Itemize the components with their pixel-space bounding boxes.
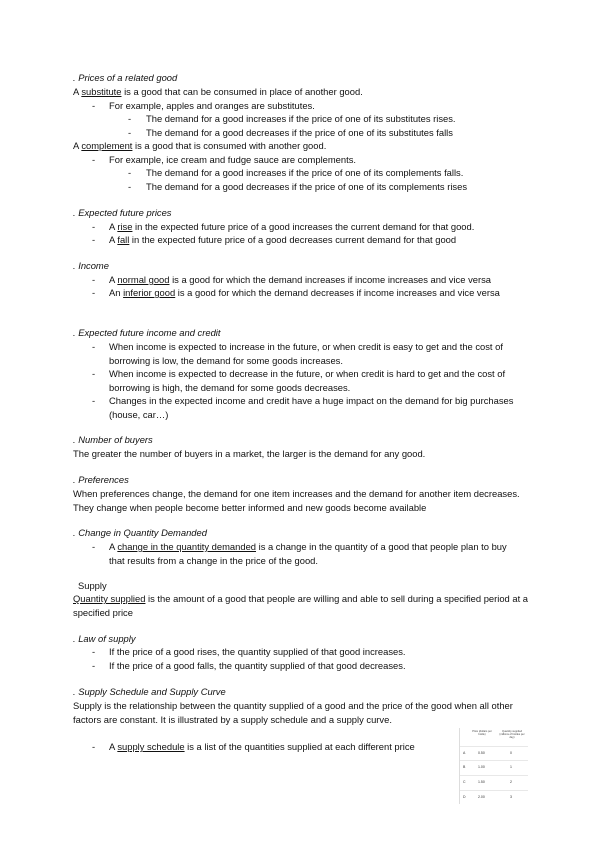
subbullet-substitute-1: - The demand for a good increases if the price of one of its substitutes rises. xyxy=(128,113,456,124)
buyers-text: The greater the number of buyers in a market, the larger is the demand for any good. xyxy=(73,448,426,459)
term-quantity-supplied: Quantity supplied xyxy=(73,593,146,604)
bullet-income-increase: - When income is expected to increase in the future, or when credit is easy to get and the cost of borrowing is low, the demand for some goods increases. xyxy=(92,341,503,366)
heading-prices-related: . Prices of a related good xyxy=(73,72,178,83)
heading-supply-schedule-curve: . Supply Schedule and Supply Curve xyxy=(73,686,226,697)
term-substitute: substitute xyxy=(81,86,122,97)
table-header-price: Price (dollars per bottle) xyxy=(472,730,492,736)
section-title-supply: Supply xyxy=(78,580,107,591)
table-row: B 1.00 1 xyxy=(460,760,528,773)
heading-law-of-supply: . Law of supply xyxy=(73,633,136,644)
heading-preferences: . Preferences xyxy=(73,474,129,485)
bullet-income-decrease: - When income is expected to decrease in the future, or when credit is hard to get and the cost of borrowing is high, the demand for some goods decreases. xyxy=(92,368,506,393)
bullet-price-fall: - A fall in the expected future price of a good decreases current demand for that good xyxy=(92,234,457,245)
preferences-text: When preferences change, the demand for one item increases and the demand for another item decreases. They change when people become better informed and new goods become available xyxy=(73,488,520,513)
bullet-supply-schedule: - A supply schedule is a list of the quantities supplied at each different price xyxy=(92,741,415,752)
table-row: C 1.50 2 xyxy=(460,775,528,788)
bullet-price-falls: - If the price of a good falls, the quantity supplied of that good decreases. xyxy=(92,660,406,671)
supply-schedule-table xyxy=(459,728,528,804)
substitute-definition: A substitute is a good that can be consumed in place of another good. xyxy=(73,86,363,97)
bullet-inferior-good: - An inferior good is a good for which the demand decreases if income increases and vice versa xyxy=(92,287,500,298)
table-row: D 2.00 3 xyxy=(460,790,528,803)
bullet-complement-example: - For example, ice cream and fudge sauce are complements. xyxy=(92,154,356,165)
heading-expected-income: . Expected future income and credit xyxy=(73,327,221,338)
table-row: A 0.50 0 xyxy=(460,746,528,759)
heading-expected-prices: . Expected future prices xyxy=(73,207,172,218)
subbullet-complement-1: - The demand for a good increases if the price of one of its complements falls. xyxy=(128,167,464,178)
term-complement: complement xyxy=(81,140,133,151)
bullet-price-rises: - If the price of a good rises, the quantity supplied of that good increases. xyxy=(92,646,406,657)
subbullet-substitute-2: - The demand for a good decreases if the price of one of its substitutes falls xyxy=(128,127,453,138)
heading-income: . Income xyxy=(73,260,109,271)
subbullet-complement-2: - The demand for a good decreases if the price of one of its complements rises xyxy=(128,181,468,192)
bullet-big-purchases: - Changes in the expected income and credit have a huge impact on the demand for big purchases (house, car…) xyxy=(92,395,514,420)
heading-quantity-demanded: . Change in Quantity Demanded xyxy=(73,527,207,538)
heading-number-of-buyers: . Number of buyers xyxy=(73,434,153,445)
bullet-price-rise: - A rise in the expected future price of a good increases the current demand for that good. xyxy=(92,221,475,232)
schedule-text: Supply is the relationship between the quantity supplied of a good and the price of the good when all other factors are constant. It is illustrated by a supply schedule and a supply curve. xyxy=(73,700,513,725)
table-header-quantity: Quantity supplied (millions of bottles per day) xyxy=(499,730,525,739)
bullet-normal-good: - A normal good is a good for which the demand increases if income increases and vice versa xyxy=(92,274,491,285)
bullet-change-quantity-demanded: - A change in the quantity demanded is a change in the quantity of a good that people plan to buy that results from a change in the price of the good. xyxy=(92,541,507,566)
supply-definition: Quantity supplied is the amount of a good that people are willing and able to sell during a specified period at a specified price xyxy=(73,593,528,618)
complement-definition: A complement is a good that is consumed with another good. xyxy=(73,140,327,151)
bullet-substitute-example: - For example, apples and oranges are substitutes. xyxy=(92,100,315,111)
